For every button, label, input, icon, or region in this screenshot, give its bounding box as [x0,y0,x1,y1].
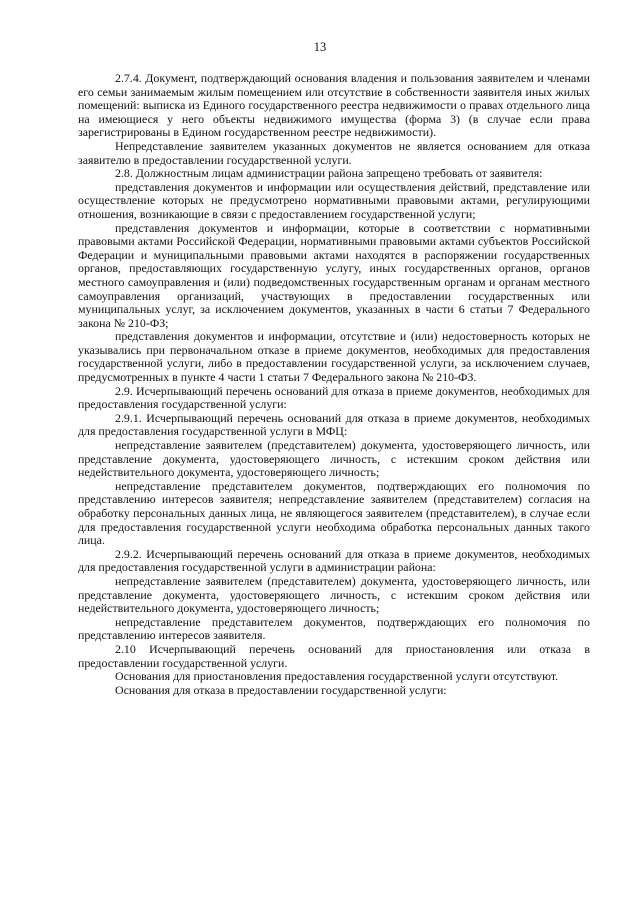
paragraph-2-9-1-item-2: непредставление представителем документов, подтверждающих его полномочия по представлению интересов заявителя; непредставление заявителем (представителем) согласия на обработку персональных данных лица, не являющегося заявителем (представителем), в случае если для предоставления государственной услуги необходима обработка персональных данных такого лица. [78,478,590,548]
document-body [78,72,590,697]
paragraph-2-8-item-3: представления документов и информации, отсутствие и (или) недостоверность которых не указывались при первоначальном отказе в приеме документов, необходимых для предоставления государственной услуги, либо в предоставлении государственной услуги, за исключением случаев, предусмотренных в пункте 4 части 1 статьи 7 Федерального закона № 210-ФЗ. [78,329,590,385]
paragraph-non-submission-note: Непредставление заявителем указанных документов не является основанием для отказа заявителю в предоставлении государственной услуги. [78,138,590,167]
paragraph-2-9-2-item-1: непредставление заявителем (представителем) документа, удостоверяющего личность, или представление документа, удостоверяющего личность, с истекшим сроком действия или недействительного документа, удостоверяющего личность; [78,573,590,616]
paragraph-2-8-item-1: представления документов и информации или осуществления действий, представление или осуществление которых не предусмотрено нормативными правовыми актами, регулирующими отношения, возникающие в связи с предоставлением государственной услуги; [78,179,590,221]
paragraph-2-9-1: 2.9.1. Исчерпывающий перечень оснований для отказа в приеме документов, необходимых для предоставления государственной услуги в МФЦ: [78,410,590,439]
paragraph-2-10: 2.10 Исчерпывающий перечень оснований для приостановления или отказа в предоставлении государственной услуги. [78,641,590,670]
paragraph-refusal-grounds: Основания для отказа в предоставлении государственной услуги: [115,682,447,697]
paragraph-2-8: 2.8. Должностным лицам администрации района запрещено требовать от заявителя: [115,166,543,181]
paragraph-2-9-1-item-1: непредставление заявителем (представителем) документа, удостоверяющего личность, или представление документа, удостоверяющего личность, с истекшим сроком действия или недействительного документа, удостоверяющего личность; [78,438,590,480]
paragraph-suspension-grounds: Основания для приостановления предоставления государственной услуги отсутствуют. [115,669,559,684]
paragraph-2-8-item-2: представления документов и информации, которые в соответствии с нормативными правовыми актами Российской Федерации, нормативными правовыми актами субъектов Российской Федерации и муниципальными правовыми актами находятся в распоряжении государственных органов, предоставляющих государственную услугу, иных государственных органов, органов местного самоуправления и (или) подведомственных государственным органам и органам местного самоуправления организаций, участвующих в предоставлении государственных или муниципальных услуг, за исключением документов, указанных в части 6 статьи 7 Федерального закона № 210-ФЗ; [78,220,590,330]
paragraph-2-9-2-item-2: непредставление представителем документов, подтверждающих его полномочия по представлению интересов заявителя. [78,614,590,643]
paragraph-2-7-4: 2.7.4. Документ, подтверждающий основания владения и пользования заявителем и членами его семьи занимаемым жилым помещением или отсутствие в собственности заявителя иных жилых помещений: выписка из Единого государственного реестра недвижимости о правах отдельного лица на имеющиеся у него объекты недвижимого имущества (форма 3) (в случае если права зарегистрированы в Едином государственном реестре недвижимости). [78,71,590,140]
page-number: 13 [313,40,327,54]
paragraph-2-9: 2.9. Исчерпывающий перечень оснований для отказа в приеме документов, необходимых для предоставления государственной услуги: [78,383,590,412]
paragraph-2-9-2: 2.9.2. Исчерпывающий перечень оснований для отказа в приеме документов, необходимых для предоставления государственной услуги в администрации района: [78,546,590,575]
